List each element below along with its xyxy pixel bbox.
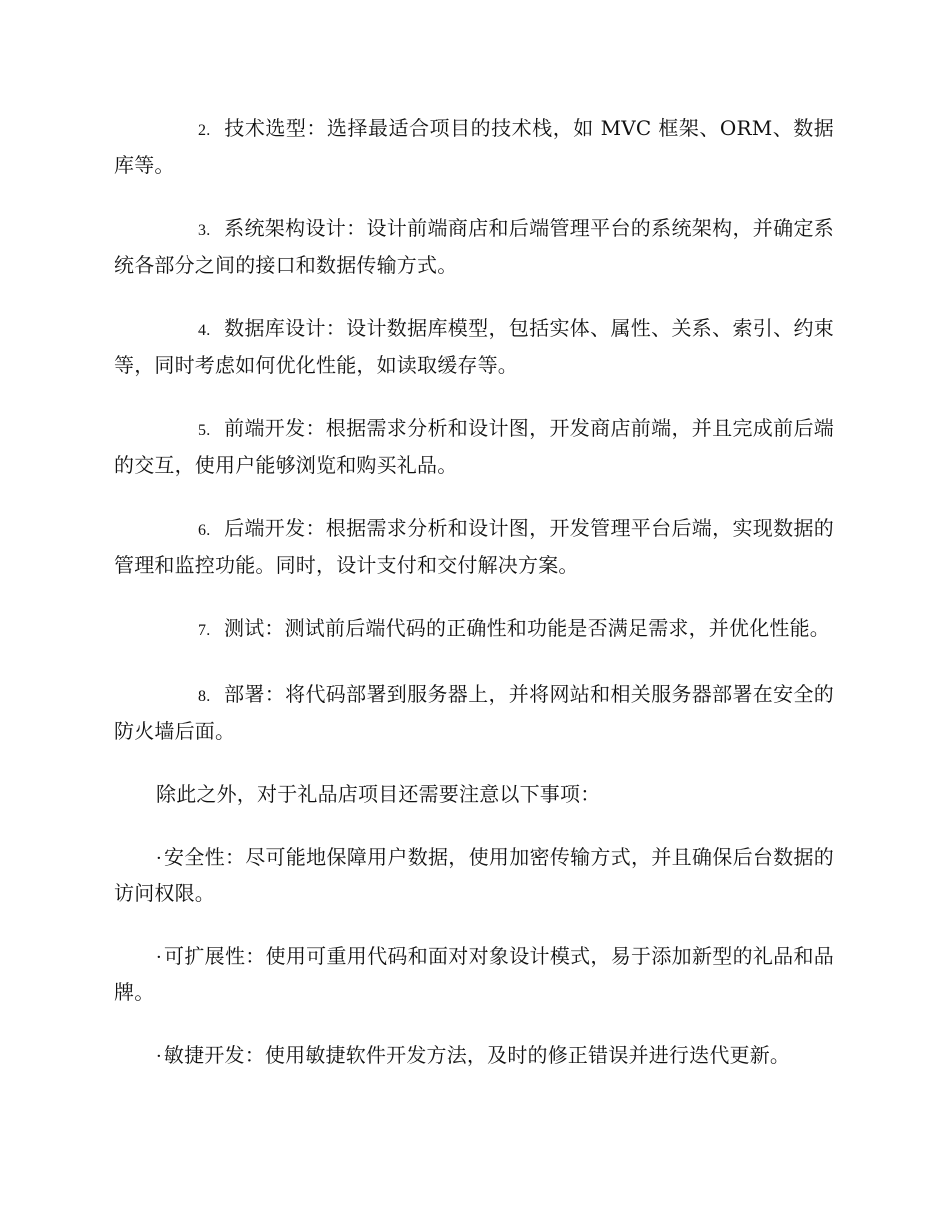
list-item-number: 3. bbox=[198, 222, 211, 239]
bullet-item bbox=[114, 1038, 834, 1074]
bullet-item-text: 安全性：尽可能地保障用户数据，使用加密传输方式，并且确保后台数据的访问权限。 bbox=[114, 845, 834, 905]
list-item-number: 6. bbox=[198, 522, 211, 539]
list-item-number: 2. bbox=[198, 122, 211, 139]
list-item-text: 数据库设计：设计数据库模型，包括实体、属性、关系、索引、约束等，同时考虑如何优化性能，如读取缓存等。 bbox=[114, 316, 834, 377]
bullet-item bbox=[114, 939, 834, 1009]
list-item-number: 8. bbox=[198, 688, 211, 705]
list-item bbox=[114, 311, 834, 382]
list-item-text: 部署：将代码部署到服务器上，并将网站和相关服务器部署在安全的防火墙后面。 bbox=[114, 682, 834, 743]
list-item-number: 4. bbox=[198, 322, 211, 339]
list-item-text: 后端开发：根据需求分析和设计图，开发管理平台后端，实现数据的管理和监控功能。同时，设计支付和交付解决方案。 bbox=[114, 516, 834, 577]
list-item bbox=[114, 211, 834, 282]
list-item bbox=[114, 677, 834, 748]
bullet-item-text: 敏捷开发：使用敏捷软件开发方法，及时的修正错误并进行迭代更新。 bbox=[163, 1043, 791, 1067]
list-item bbox=[114, 611, 834, 648]
list-item-number: 7. bbox=[198, 622, 211, 639]
list-item-text: 系统架构设计：设计前端商店和后端管理平台的系统架构，并确定系统各部分之间的接口和数据传输方式。 bbox=[114, 216, 834, 277]
bullet-item-text: 可扩展性：使用可重用代码和面对对象设计模式，易于添加新型的礼品和品牌。 bbox=[114, 944, 834, 1004]
document-body bbox=[114, 111, 834, 1103]
bullet-dot-icon: · bbox=[156, 1046, 162, 1067]
list-item-text: 前端开发：根据需求分析和设计图，开发商店前端，并且完成前后端的交互，使用户能够浏览和购买礼品。 bbox=[114, 416, 834, 477]
list-item-text: 技术选型：选择最适合项目的技术栈，如 MVC 框架、ORM、数据库等。 bbox=[114, 116, 834, 177]
list-item-number: 5. bbox=[198, 422, 211, 439]
list-item bbox=[114, 411, 834, 482]
bullet-dot-icon: · bbox=[156, 947, 162, 968]
list-item bbox=[114, 111, 834, 182]
bullet-item bbox=[114, 840, 834, 910]
intro-note bbox=[114, 777, 834, 811]
bullet-dot-icon: · bbox=[156, 848, 162, 869]
list-item-text: 测试：测试前后端代码的正确性和功能是否满足需求，并优化性能。 bbox=[224, 616, 830, 640]
intro-note-text: 除此之外，对于礼品店项目还需要注意以下事项： bbox=[156, 782, 601, 806]
list-item bbox=[114, 511, 834, 582]
